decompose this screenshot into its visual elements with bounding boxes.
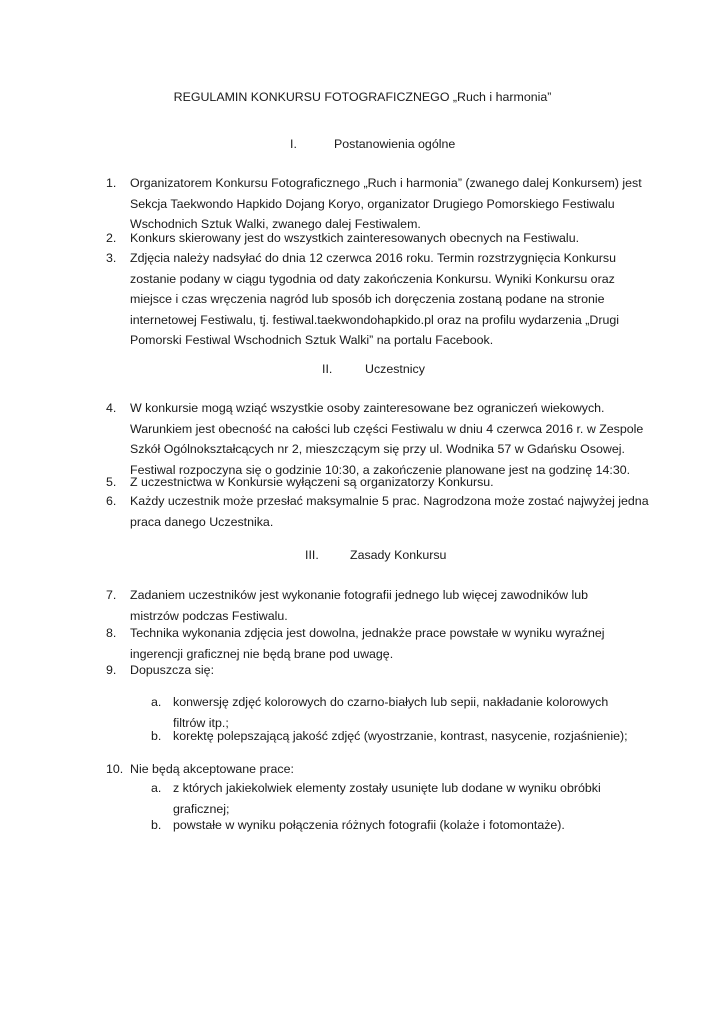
item-line: praca danego Uczestnika. — [130, 514, 274, 529]
item-line: Konkurs skierowany jest do wszystkich zainteresowanych obecnych na Festiwalu. — [130, 231, 580, 245]
item-line: Z uczestnictwa w Konkursie wyłączeni są organizatorzy Konkursu. — [130, 475, 494, 489]
item-line: internetowej Festiwalu, tj. festiwal.taekwondohapkido.pl oraz na profilu wydarzenia „Drugi — [130, 312, 619, 327]
sub-item-letter: b. — [151, 818, 162, 832]
section-number: I. — [290, 137, 297, 151]
item-line: Nie będą akceptowane prace: — [130, 762, 294, 776]
item-number: 5. — [106, 475, 117, 489]
list-item-4 — [106, 398, 644, 480]
item-line: Organizatorem Konkursu Fotograficznego „Ruch i harmonia” (zwanego dalej Konkursem) jest — [130, 176, 642, 190]
item-line: Technika wykonania zdjęcia jest dowolna, jednakże prace powstałe w wyniku wyraźnej — [130, 626, 605, 640]
item-number: 2. — [106, 231, 117, 245]
sub-item-line: powstałe w wyniku połączenia różnych fotografii (kolaże i fotomontaże). — [173, 818, 565, 832]
item-line: W konkursie mogą wziąć wszystkie osoby zainteresowane bez ograniczeń wiekowych. — [130, 401, 605, 415]
list-item-9 — [106, 660, 626, 681]
list-item-7 — [106, 585, 626, 626]
item-number: 4. — [106, 401, 117, 415]
item-line: Wschodnich Sztuk Walki, zwanego dalej Festiwalem. — [130, 217, 421, 231]
item-line: zostanie podany w ciągu tygodnia od daty zakończenia Konkursu. Wyniki Konkursu oraz — [130, 271, 615, 286]
sub-item-10b — [151, 815, 631, 836]
item-line: Sekcja Taekwondo Hapkido Dojang Koryo, organizator Drugiego Pomorskiego Festiwalu — [130, 196, 615, 211]
item-number: 9. — [106, 663, 117, 677]
item-line: Zadaniem uczestników jest wykonanie fotografii jednego lub więcej zawodników lub — [130, 588, 589, 602]
section-label: Uczestnicy — [365, 362, 425, 376]
item-line: Festiwal rozpoczyna się o godzinie 10:30, a zakończenie planowane jest na godzinę 14:30. — [130, 462, 631, 477]
list-item-2 — [106, 228, 626, 249]
item-number: 7. — [106, 588, 117, 602]
item-number: 3. — [106, 251, 117, 265]
list-item-6 — [106, 491, 649, 532]
section-number: III. — [305, 548, 319, 562]
sub-item-line: filtrów itp.; — [173, 715, 229, 730]
item-line: Każdy uczestnik może przesłać maksymalnie 5 prac. Nagrodzona może zostać najwyżej jedna — [130, 494, 649, 508]
sub-item-line: z których jakiekolwiek elementy zostały usunięte lub dodane w wyniku obróbki — [173, 781, 601, 795]
item-number: 8. — [106, 626, 117, 640]
sub-item-letter: b. — [151, 729, 162, 743]
section-label: Zasady Konkursu — [350, 548, 447, 562]
item-line: Szkół Ogólnokształcących nr 2, mieszczącym się przy ul. Wodnika 57 w Gdańsku Osowej. — [130, 442, 625, 456]
item-line: Warunkiem jest obecność na całości lub części Festiwalu w dniu 4 czerwca 2016 r. w Zespole — [130, 421, 644, 436]
sub-item-10a — [151, 778, 631, 819]
item-line: Pomorski Festiwal Wschodnich Sztuk Walki” na portalu Facebook. — [130, 333, 494, 347]
item-line: Zdjęcia należy nadsyłać do dnia 12 czerwca 2016 roku. Termin rozstrzygnięcia Konkursu — [130, 251, 617, 265]
section-label: Postanowienia ogólne — [334, 137, 456, 151]
sub-item-line: korektę polepszającą jakość zdjęć (wyostrzanie, kontrast, nasycenie, rozjaśnienie); — [173, 729, 628, 743]
list-item-5 — [106, 472, 626, 493]
sub-item-line: graficznej; — [173, 801, 230, 816]
document-title: REGULAMIN KONKURSU FOTOGRAFICZNEGO „Ruch i harmonia” — [173, 90, 552, 104]
sub-item-letter: a. — [151, 695, 162, 709]
sub-item-letter: a. — [151, 781, 162, 795]
list-item-8 — [106, 623, 626, 664]
item-number: 1. — [106, 176, 117, 190]
section-number: II. — [322, 362, 333, 376]
item-line: ingerencji graficznej nie będą brane pod uwagę. — [130, 646, 394, 661]
sub-item-line: konwersję zdjęć kolorowych do czarno-białych lub sepii, nakładanie kolorowych — [173, 695, 609, 709]
list-item-3 — [106, 248, 626, 351]
list-item-1 — [106, 173, 642, 235]
item-number: 6. — [106, 494, 117, 508]
item-line: Dopuszcza się: — [130, 663, 215, 677]
item-line: miejsce i czas wręczenia nagród lub sposób ich doręczenia zostaną podane na stronie — [130, 292, 605, 306]
sub-item-9b — [151, 726, 631, 747]
list-item-10 — [106, 759, 626, 780]
item-line: mistrzów podczas Festiwalu. — [130, 608, 288, 623]
item-number: 10. — [106, 762, 124, 776]
